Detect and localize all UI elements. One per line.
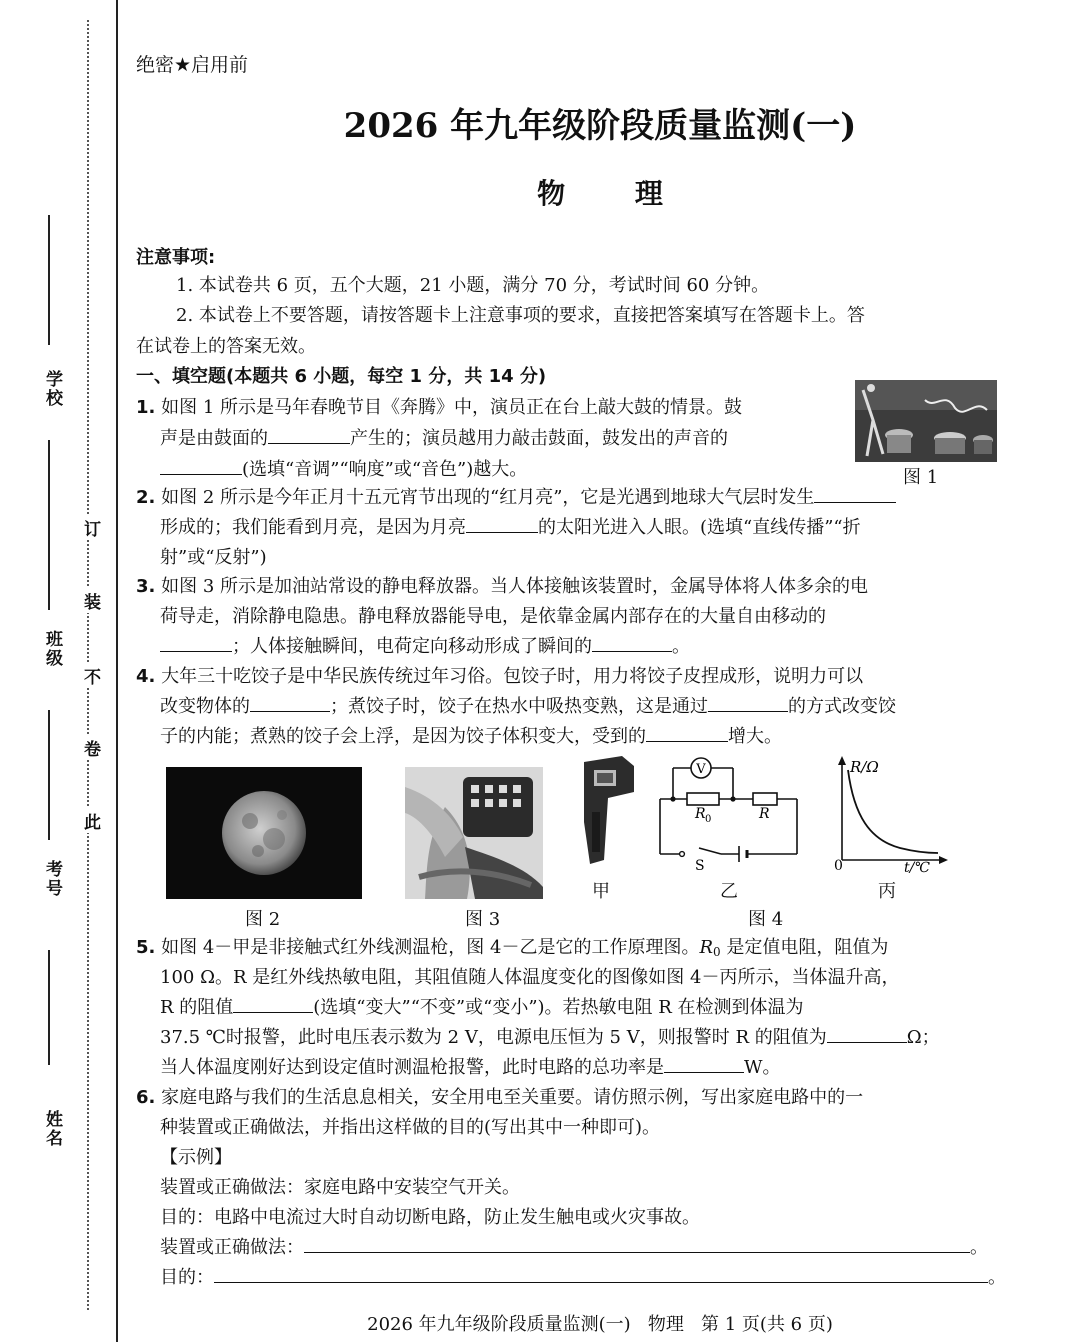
answer-blank[interactable] bbox=[466, 514, 538, 533]
q5-text: (选填“变大”“不变”或“变小”)。若热敏电阻 R 在检测到体温为 bbox=[313, 997, 804, 1018]
answer-blank[interactable] bbox=[233, 994, 313, 1013]
q1-text: 产生的；演员越用力敲击鼓面，鼓发出的声音的 bbox=[350, 428, 728, 449]
q1-line-1 bbox=[136, 392, 742, 423]
static-discharger-image bbox=[405, 767, 543, 899]
q6-answer-device-row bbox=[160, 1232, 1010, 1263]
r-label: R bbox=[759, 806, 770, 822]
question-number: 3. bbox=[136, 576, 156, 597]
notice-item-1: 1. 本试卷共 6 页，五个大题，21 小题，满分 70 分，考试时间 60 分钟。 bbox=[176, 275, 770, 296]
q5-text: 当人体温度刚好达到设定值时测温枪报警，此时电路的总功率是 bbox=[160, 1057, 664, 1078]
binding-char: 装 bbox=[84, 588, 101, 613]
q4-line-2 bbox=[160, 691, 896, 722]
q5-line-2: 100 Ω。R 是红外线热敏电阻，其阻值随人体温度变化的图像如图 4－丙所示，当体温升高， bbox=[160, 967, 900, 988]
section-1-heading: 一、填空题(本题共 6 小题，每空 1 分，共 14 分) bbox=[136, 366, 547, 387]
school-label: 学校 bbox=[42, 370, 62, 408]
q2-text: 的太阳光进入人眼。(选填“直线传播”“折 bbox=[538, 517, 861, 538]
end-mark: 。 bbox=[970, 1237, 988, 1258]
answer-blank[interactable] bbox=[814, 484, 896, 503]
answer-blank[interactable] bbox=[646, 723, 728, 742]
q1-text: 如图 1 所示是马年春晚节目《奔腾》中，演员正在台上敲大鼓的情景。鼓 bbox=[161, 397, 743, 418]
moon-image bbox=[166, 767, 362, 899]
name-label: 姓名 bbox=[42, 1110, 62, 1148]
q6-answer-purpose-row bbox=[160, 1262, 1010, 1293]
school-line bbox=[48, 215, 50, 345]
q2-line-3: 射”或“反射”) bbox=[160, 547, 267, 568]
q4-line-3 bbox=[160, 721, 782, 752]
q5-text: W。 bbox=[744, 1057, 781, 1078]
figure-1-photo bbox=[855, 380, 997, 462]
q6-line-1 bbox=[136, 1082, 863, 1113]
notice-heading: 注意事项: bbox=[136, 247, 216, 268]
class-line bbox=[48, 440, 50, 610]
figure-4-jia-label: 甲 bbox=[592, 881, 610, 902]
question-number: 6. bbox=[136, 1087, 156, 1108]
confidential-mark: 绝密★启用前 bbox=[136, 54, 249, 76]
question-number: 4. bbox=[136, 666, 156, 687]
voltmeter-label: V bbox=[696, 762, 706, 777]
q3-text: 如图 3 所示是加油站常设的静电释放器。当人体接触该装置时，金属导体将人体多余的电 bbox=[161, 576, 869, 597]
y-axis-label: R/Ω bbox=[850, 758, 879, 776]
q5-text: 是定值电阻，阻值为 bbox=[720, 937, 889, 958]
origin-label: 0 bbox=[834, 858, 843, 874]
q5-text: 如图 4－甲是非接触式红外线测温枪，图 4－乙是它的工作原理图。 bbox=[161, 937, 700, 958]
notice-item-2a: 2. 本试卷上不要答题，请按答题卡上注意事项的要求，直接把答案填写在答题卡上。答 bbox=[176, 305, 865, 326]
answer-blank[interactable] bbox=[268, 425, 350, 444]
answer-blank[interactable] bbox=[250, 693, 330, 712]
q2-text: 如图 2 所示是今年正月十五元宵节出现的“红月亮”，它是光遇到地球大气层时发生 bbox=[161, 487, 815, 508]
figure-3-caption: 图 3 bbox=[465, 909, 501, 930]
r0-symbol: R bbox=[699, 937, 714, 958]
class-label: 班级 bbox=[42, 630, 62, 668]
q4-line-1 bbox=[136, 661, 863, 692]
question-number: 2. bbox=[136, 487, 156, 508]
q4-text: 大年三十吃饺子是中华民族传统过年习俗。包饺子时，用力将饺子皮捏成形，说明力可以 bbox=[161, 666, 864, 687]
thermometer-gun-image bbox=[578, 752, 638, 867]
q2-text: 形成的；我们能看到月亮，是因为月亮 bbox=[160, 517, 466, 538]
figure-4-yi-circuit bbox=[655, 752, 805, 872]
q3-text: 。 bbox=[672, 636, 690, 657]
answer-blank[interactable] bbox=[160, 633, 232, 652]
figure-4-bing-graph bbox=[820, 752, 950, 882]
r0-symbol-subscript: 0 bbox=[713, 945, 721, 959]
q2-line-2 bbox=[160, 512, 861, 543]
q5-line-4 bbox=[160, 1022, 940, 1053]
q3-line-3 bbox=[160, 631, 690, 662]
figure-3-photo bbox=[405, 767, 543, 899]
binding-char: 不 bbox=[84, 663, 101, 688]
answer-blank[interactable] bbox=[827, 1024, 907, 1043]
q1-line-3 bbox=[160, 454, 527, 485]
q4-text: 增大。 bbox=[728, 726, 782, 747]
q5-text: R 的阻值 bbox=[160, 997, 234, 1018]
resistor-r bbox=[753, 793, 777, 805]
answer-purpose-line[interactable] bbox=[214, 1264, 988, 1283]
figure-4-caption: 图 4 bbox=[748, 909, 784, 930]
margin-border bbox=[116, 0, 118, 1342]
r0-subscript: 0 bbox=[705, 814, 712, 825]
resistance-curve bbox=[848, 770, 938, 853]
q2-line-1 bbox=[136, 482, 896, 513]
drum-stage-image bbox=[855, 380, 997, 462]
switch-label: S bbox=[695, 858, 705, 872]
q5-line-3 bbox=[160, 992, 804, 1023]
q6-example-device: 装置或正确做法：家庭电路中安装空气开关。 bbox=[160, 1177, 520, 1198]
q3-line-1 bbox=[136, 571, 868, 602]
figure-4-jia-gun bbox=[578, 752, 638, 867]
q5-text: Ω； bbox=[906, 1027, 940, 1048]
q6-line-2: 种装置或正确做法，并指出这样做的目的(写出其中一种即可)。 bbox=[160, 1117, 661, 1138]
page-footer: 2026 年九年级阶段质量监测(一) 物理 第 1 页(共 6 页) bbox=[367, 1314, 833, 1335]
figure-1-caption: 图 1 bbox=[903, 467, 939, 488]
exam-no-line bbox=[48, 710, 50, 840]
binding-char: 此 bbox=[84, 808, 101, 833]
subject-title: 物 理 bbox=[537, 177, 693, 210]
end-mark: 。 bbox=[988, 1267, 1006, 1288]
q3-line-2: 荷导走，消除静电隐患。静电释放器能导电，是依靠金属内部存在的大量自由移动的 bbox=[160, 606, 826, 627]
answer-blank[interactable] bbox=[664, 1054, 744, 1073]
q6-answer-purpose-label: 目的： bbox=[160, 1267, 214, 1288]
answer-blank[interactable] bbox=[160, 456, 242, 475]
exam-no-label: 考号 bbox=[42, 860, 62, 898]
binding-char: 订 bbox=[84, 515, 101, 540]
q6-text: 家庭电路与我们的生活息息相关，安全用电至关重要。请仿照示例，写出家庭电路中的一 bbox=[161, 1087, 864, 1108]
answer-blank[interactable] bbox=[708, 693, 788, 712]
q6-answer-device-label: 装置或正确做法： bbox=[160, 1237, 304, 1258]
q3-text: ；人体接触瞬间，电荷定向移动形成了瞬间的 bbox=[232, 636, 592, 657]
question-number: 1. bbox=[136, 397, 156, 418]
question-number: 5. bbox=[136, 937, 156, 958]
binding-char: 卷 bbox=[84, 735, 101, 760]
q4-text: 改变物体的 bbox=[160, 696, 250, 717]
figure-4-yi-label: 乙 bbox=[720, 881, 738, 902]
q6-example-label: 【示例】 bbox=[160, 1147, 232, 1168]
q5-text: 37.5 ℃时报警，此时电压表示数为 2 V，电源电压恒为 5 V，则报警时 R 的阻值为 bbox=[160, 1027, 827, 1048]
q6-example-purpose: 目的：电路中电流过大时自动切断电路，防止发生触电或火灾事故。 bbox=[160, 1207, 700, 1228]
notice-item-2b: 在试卷上的答案无效。 bbox=[136, 336, 316, 357]
resistor-r0 bbox=[687, 793, 719, 805]
figure-4-bing-label: 丙 bbox=[878, 881, 896, 902]
answer-device-line[interactable] bbox=[304, 1234, 970, 1253]
q4-text: 的方式改变饺 bbox=[788, 696, 896, 717]
answer-blank[interactable] bbox=[592, 633, 672, 652]
q5-line-5 bbox=[160, 1052, 781, 1083]
page-title: 2026 年九年级阶段质量监测(一) bbox=[343, 106, 857, 146]
q1-text: (选填“音调”“响度”或“音色”)越大。 bbox=[242, 459, 528, 480]
q1-text: 声是由鼓面的 bbox=[160, 428, 268, 449]
figure-2-caption: 图 2 bbox=[245, 909, 281, 930]
r0-label: R bbox=[695, 806, 706, 822]
figure-2-photo bbox=[166, 767, 362, 899]
q1-line-2 bbox=[160, 423, 728, 454]
x-axis-label: t/℃ bbox=[904, 860, 931, 876]
q4-text: 子的内能；煮熟的饺子会上浮，是因为饺子体积变大，受到的 bbox=[160, 726, 646, 747]
q4-text: ；煮饺子时，饺子在热水中吸热变熟，这是通过 bbox=[330, 696, 708, 717]
name-line bbox=[48, 950, 50, 1065]
